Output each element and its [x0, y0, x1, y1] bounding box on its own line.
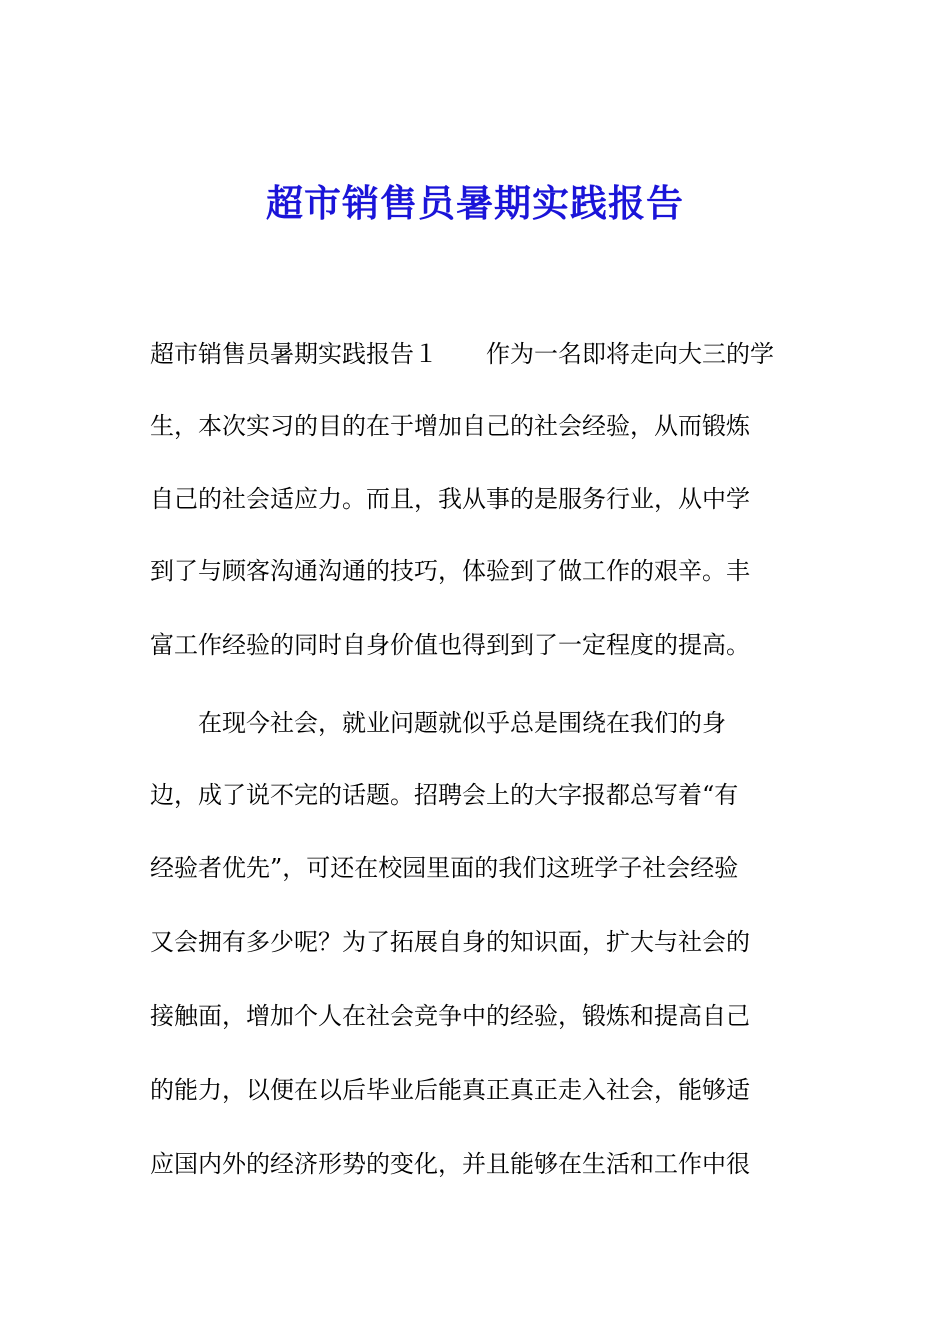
- body-line: 生，本次实习的目的在于增加自己的社会经验，从而锻炼: [150, 412, 750, 440]
- document-title: 超市销售员暑期实践报告: [266, 181, 684, 225]
- body-line: 又会拥有多少呢？为了拓展自身的知识面，扩大与社会的: [150, 928, 750, 956]
- body-line: 在现今社会，就业问题就似乎总是围绕在我们的身: [150, 709, 726, 737]
- body-line: 的能力，以便在以后毕业后能真正真正走入社会，能够适: [150, 1076, 750, 1104]
- body-line: 到了与顾客沟通沟通的技巧，体验到了做工作的艰辛。丰: [150, 557, 750, 585]
- body-line: 经验者优先”，可还在校园里面的我们这班学子社会经验: [150, 854, 739, 882]
- body-line: 应国内外的经济形势的变化，并且能够在生活和工作中很: [150, 1150, 750, 1178]
- body-line: 边，成了说不完的话题。招聘会上的大字报都总写着“有: [150, 781, 739, 809]
- body-line: 自己的社会适应力。而且，我从事的是服务行业，从中学: [150, 485, 750, 513]
- body-line: 接触面，增加个人在社会竞争中的经验，锻炼和提高自己: [150, 1002, 750, 1030]
- body-line: 富工作经验的同时自身价值也得到到了一定程度的提高。: [150, 631, 750, 659]
- body-line: 超市销售员暑期实践报告１ 作为一名即将走向大三的学: [150, 340, 774, 368]
